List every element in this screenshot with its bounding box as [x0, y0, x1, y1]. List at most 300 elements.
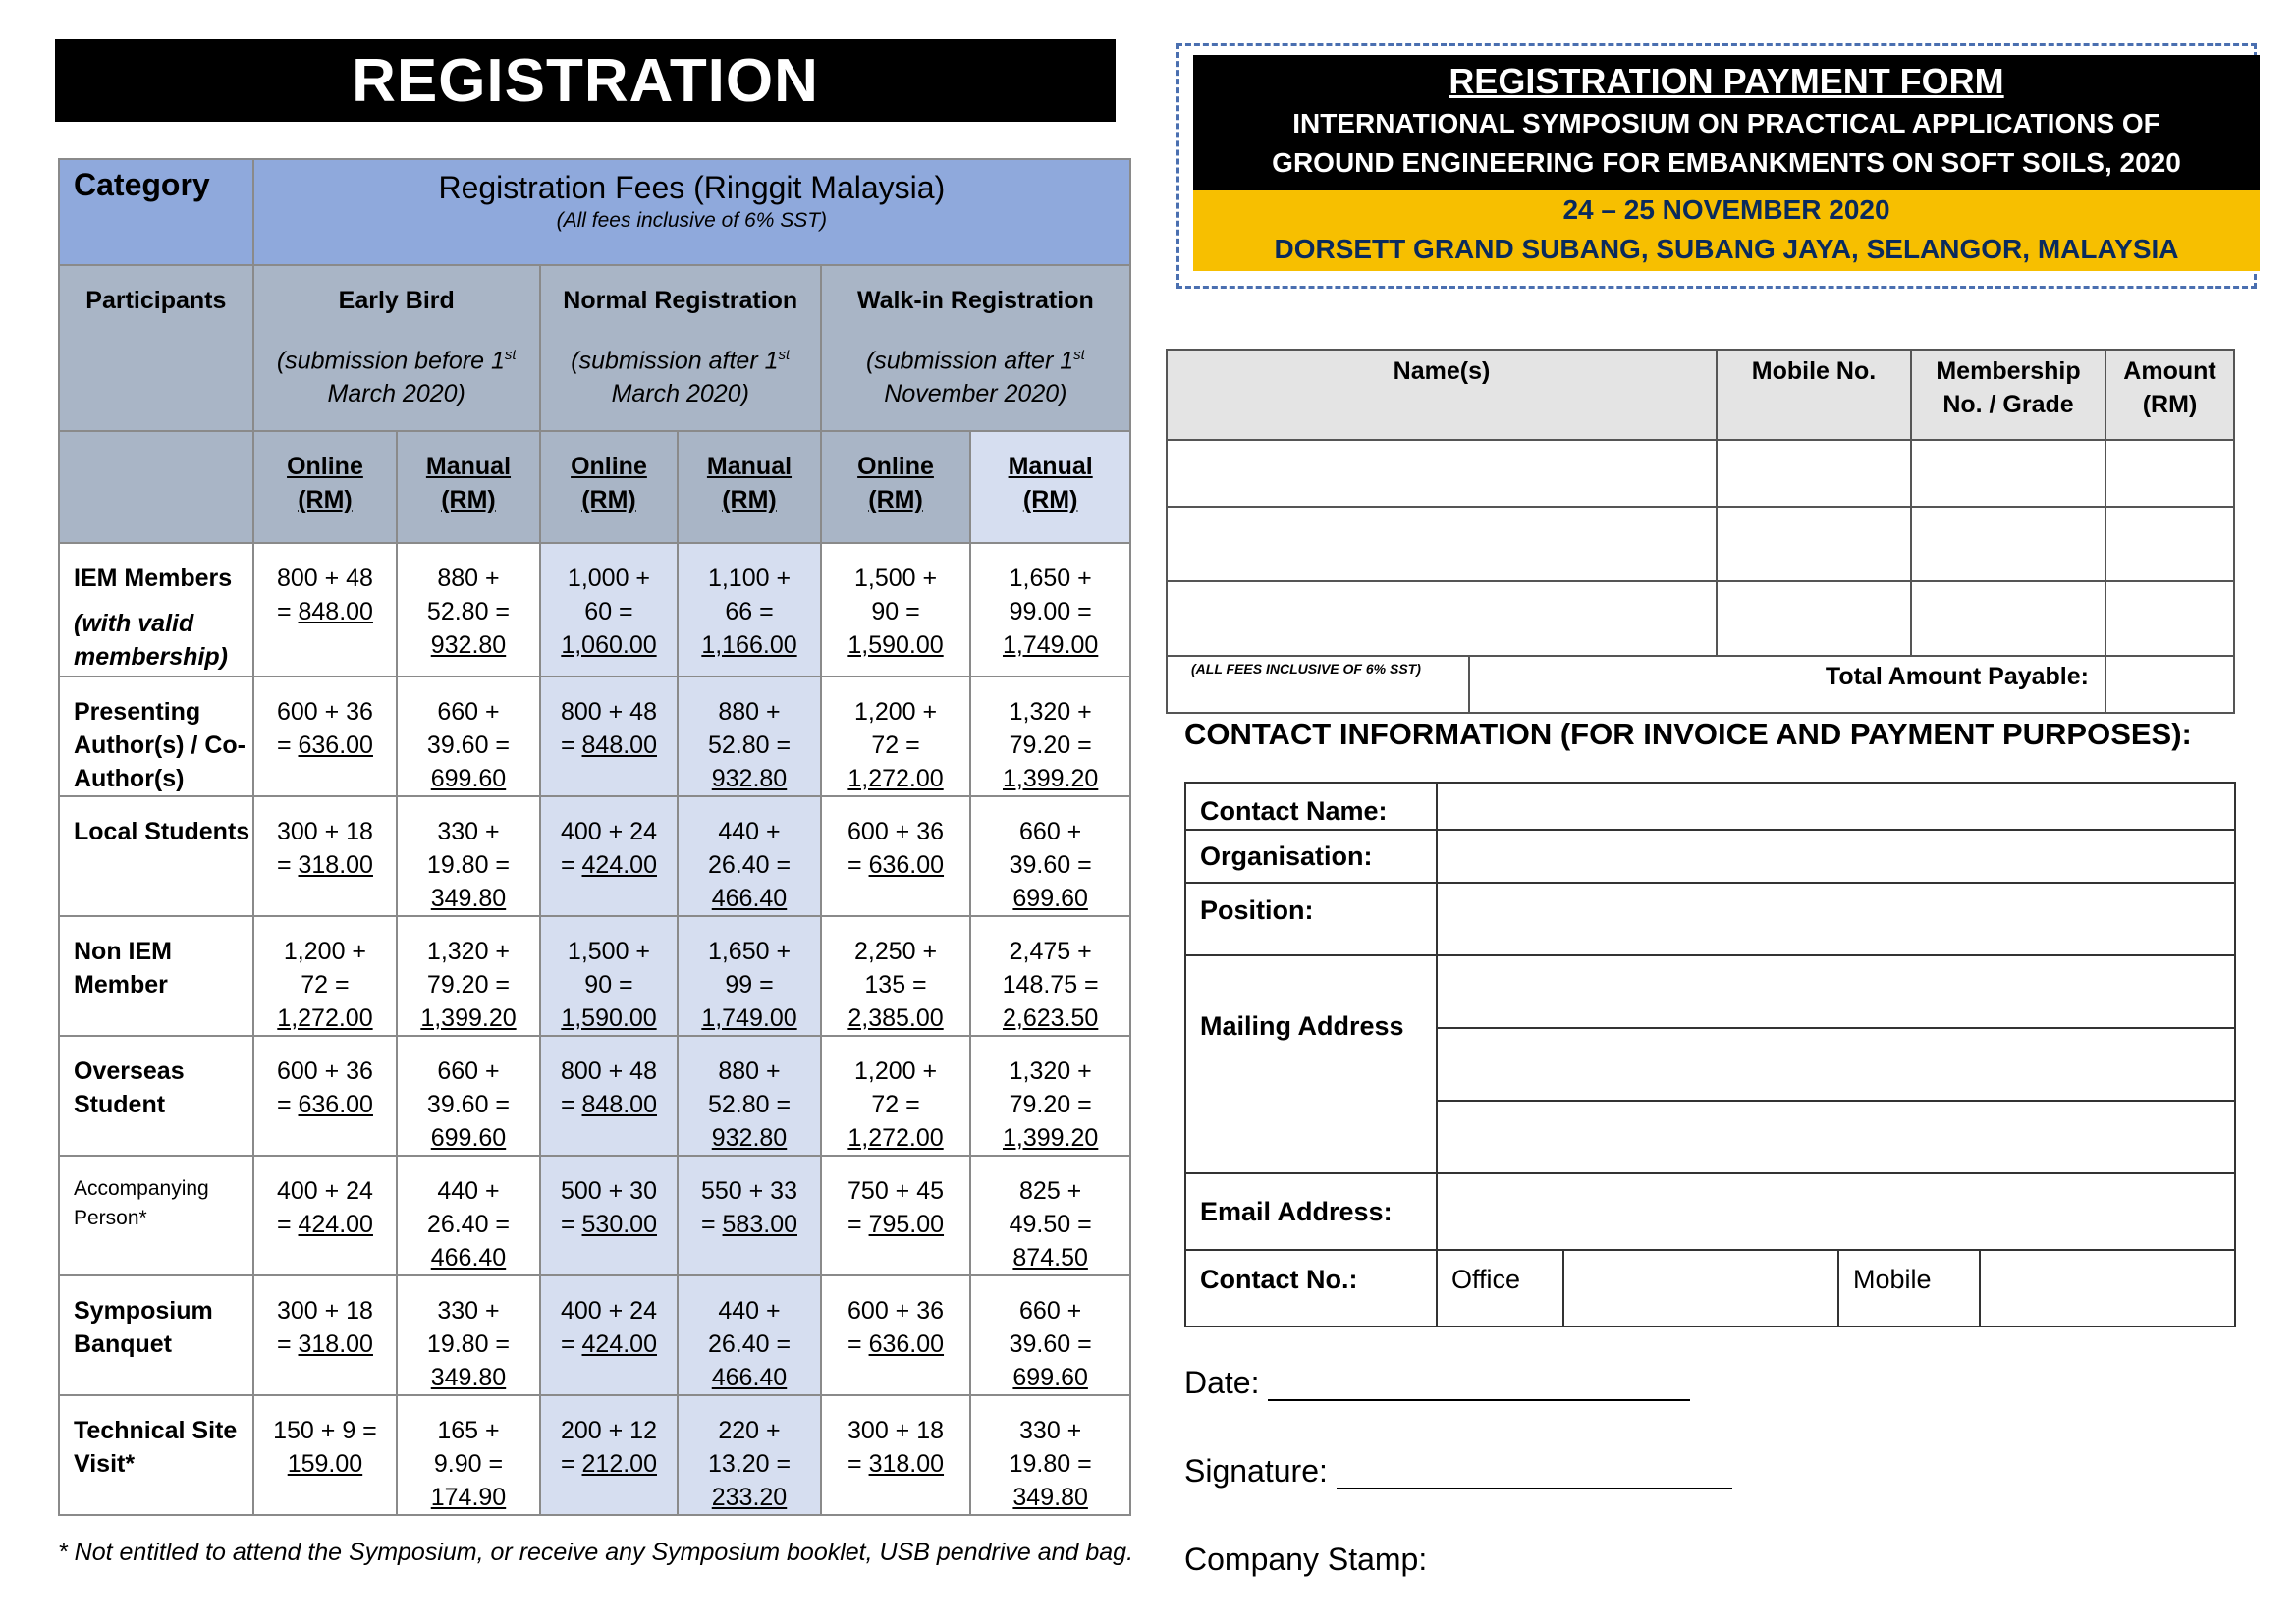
- fee-base: 1,650 +: [707, 938, 792, 965]
- manual-label: Manual: [1008, 453, 1093, 480]
- fee-sst-line: [541, 595, 678, 628]
- fee-sst-line: [398, 595, 539, 628]
- fee-sst: 90 =: [871, 598, 920, 625]
- date-field: [1184, 1365, 1690, 1401]
- fee-total: 159.00: [287, 1450, 363, 1478]
- fee-total: 848.00: [298, 598, 373, 625]
- fees-header: [253, 159, 1130, 265]
- fee-total-line: [822, 628, 970, 662]
- fee-sst: 49.50 =: [1009, 1211, 1092, 1238]
- fee-cell: [970, 796, 1130, 916]
- rm-label: (RM): [441, 486, 496, 514]
- fee-cell: [821, 543, 971, 677]
- fee-total: 530.00: [581, 1211, 657, 1238]
- participant-label: [59, 543, 253, 677]
- fee-sst-line: [254, 595, 397, 628]
- fee-cell: [253, 543, 398, 677]
- fee-cell: [540, 1156, 679, 1275]
- fee-total: 424.00: [581, 1330, 657, 1358]
- fee-base: 1,500 +: [853, 565, 938, 592]
- fee-sst-line: [398, 1088, 539, 1121]
- date-input[interactable]: [1268, 1370, 1690, 1401]
- registration-title: REGISTRATION: [55, 39, 1116, 122]
- fee-cell: [821, 677, 971, 796]
- fee-cell: [253, 1395, 398, 1515]
- fee-sst: 135 =: [864, 971, 927, 999]
- fee-base: 600 + 36: [847, 1297, 945, 1325]
- fee-base: 1,500 +: [567, 938, 651, 965]
- blank-header: [59, 431, 253, 543]
- fee-sst-line: [254, 1327, 397, 1361]
- fee-total: 1,590.00: [847, 631, 944, 659]
- fee-total: 466.40: [430, 1244, 507, 1272]
- membership-input[interactable]: [1911, 440, 2105, 507]
- rm-label: (RM): [722, 486, 777, 514]
- fee-base: 165 +: [437, 1417, 500, 1444]
- fee-sst: =: [560, 1330, 582, 1358]
- fee-total: 932.80: [711, 1124, 788, 1152]
- fees-note: (All fees inclusive of 6% SST): [556, 209, 828, 232]
- fee-total-line: [679, 1001, 820, 1035]
- date-label: Date:: [1184, 1365, 1260, 1400]
- position-label: Position:: [1185, 883, 1437, 955]
- fee-total: 932.80: [430, 631, 507, 659]
- rm-label: (RM): [581, 486, 636, 514]
- contact-name-label: Contact Name:: [1185, 783, 1437, 830]
- fee-total: 466.40: [711, 1364, 788, 1391]
- mailing-address-line-2[interactable]: [1437, 1028, 2235, 1101]
- fee-total: 636.00: [298, 731, 373, 759]
- fee-sst: 72 =: [871, 731, 920, 759]
- fee-cell: [970, 1275, 1130, 1395]
- payment-form-title: REGISTRATION PAYMENT FORM: [1449, 61, 2004, 101]
- fee-total-line: [398, 762, 539, 795]
- fee-total-line: [398, 628, 539, 662]
- sst-note: (ALL FEES INCLUSIVE OF 6% SST): [1167, 656, 1469, 713]
- fee-row: [59, 1395, 1130, 1515]
- fee-total: 1,749.00: [1002, 631, 1099, 659]
- fee-cell: [397, 1275, 540, 1395]
- fee-total: 1,749.00: [701, 1004, 797, 1032]
- fee-sst-line: [822, 848, 970, 882]
- fee-sst-line: [398, 848, 539, 882]
- fee-sst-line: [822, 1208, 970, 1241]
- fee-sst-line: [971, 968, 1129, 1001]
- fee-total: 848.00: [581, 1091, 657, 1118]
- fee-sst-line: [679, 1088, 820, 1121]
- fee-cell: [397, 1036, 540, 1156]
- fee-sst-line: [254, 1088, 397, 1121]
- fee-base: 660 +: [437, 698, 500, 726]
- fee-cell: [678, 916, 821, 1036]
- footnote: * Not entitled to attend the Symposium, or receive any Symposium booklet, USB pendrive and bag.: [58, 1539, 1134, 1566]
- fee-total: 1,399.20: [1002, 765, 1099, 792]
- fee-sst-line: [398, 1447, 539, 1481]
- fee-base: 1,320 +: [1009, 698, 1092, 726]
- fee-base: 880 +: [718, 1057, 781, 1085]
- participant-name: Presenting Author(s) / Co-Author(s): [74, 698, 246, 792]
- fee-sst-line: [398, 1327, 539, 1361]
- membership-header-2: No. / Grade: [1942, 391, 2074, 418]
- fee-sst: =: [276, 1330, 299, 1358]
- fee-sst: 19.80 =: [426, 1330, 511, 1358]
- event-date: 24 – 25 NOVEMBER 2020: [1562, 194, 1890, 225]
- manual-rm-header: [397, 431, 540, 543]
- fee-total: 233.20: [711, 1484, 788, 1511]
- event-line-1: INTERNATIONAL SYMPOSIUM ON PRACTICAL APPLICATIONS OF: [1292, 108, 2160, 138]
- fee-sst-line: [254, 968, 397, 1001]
- amount-header-1: Amount: [2123, 357, 2216, 385]
- fee-cell: [970, 1036, 1130, 1156]
- fee-base: 440 +: [718, 818, 781, 845]
- fee-base: 400 + 24: [560, 1297, 657, 1325]
- event-venue: DORSETT GRAND SUBANG, SUBANG JAYA, SELANGOR, MALAYSIA: [1274, 234, 2179, 264]
- fee-base: 330 +: [437, 1297, 500, 1325]
- name-input[interactable]: [1167, 507, 1717, 581]
- group-sup: st: [778, 347, 791, 363]
- fee-total-line: [822, 1001, 970, 1035]
- fee-base: 1,320 +: [1009, 1057, 1092, 1085]
- fee-sst-line: [971, 1447, 1129, 1481]
- fee-total-line: [679, 882, 820, 915]
- fee-sst: =: [847, 851, 869, 879]
- fee-base: 660 +: [437, 1057, 500, 1085]
- membership-input[interactable]: [1911, 507, 2105, 581]
- fee-sst-line: [254, 1208, 397, 1241]
- fee-cell: [821, 1036, 971, 1156]
- fee-total-line: [971, 628, 1129, 662]
- walk-in-header: [821, 265, 1130, 431]
- group-sub: (submission before 1: [276, 347, 505, 375]
- fee-sst: 79.20 =: [1009, 731, 1092, 759]
- fee-sst: 72 =: [871, 1091, 920, 1118]
- fee-total-line: [398, 1241, 539, 1274]
- mobile-phone-input[interactable]: [1980, 1250, 2235, 1326]
- fee-sst: 26.40 =: [707, 1330, 792, 1358]
- fee-base: 825 +: [1019, 1177, 1082, 1205]
- fee-sst: 52.80 =: [426, 598, 511, 625]
- fee-sst: 79.20 =: [1009, 1091, 1092, 1118]
- fee-total-line: [679, 628, 820, 662]
- group-sub: (submission after 1: [571, 347, 779, 375]
- fee-sst: 9.90 =: [433, 1450, 504, 1478]
- event-date-venue: [1193, 190, 2260, 271]
- fee-base: 330 +: [437, 818, 500, 845]
- participant-label: [59, 1275, 253, 1395]
- fee-total: 699.60: [430, 765, 507, 792]
- fee-sst: =: [560, 1091, 582, 1118]
- total-amount-input[interactable]: [2105, 656, 2234, 713]
- fee-sst-line: [971, 848, 1129, 882]
- fee-total: 1,272.00: [847, 1124, 944, 1152]
- fee-base: 200 + 12: [560, 1417, 657, 1444]
- names-header: Name(s): [1167, 350, 1717, 440]
- fee-cell: [397, 1156, 540, 1275]
- fee-base: 1,200 +: [853, 1057, 938, 1085]
- contact-name-input[interactable]: [1437, 783, 2235, 830]
- fee-sst-line: [398, 968, 539, 1001]
- participant-label: [59, 1036, 253, 1156]
- fee-sst-line: [398, 1208, 539, 1241]
- fee-base: 440 +: [437, 1177, 500, 1205]
- fee-base: 1,200 +: [283, 938, 367, 965]
- online-label: Online: [857, 453, 934, 480]
- fee-sst-line: [679, 848, 820, 882]
- amount-input[interactable]: [2105, 507, 2234, 581]
- fee-sst: 60 =: [584, 598, 633, 625]
- fee-row: [59, 1275, 1130, 1395]
- participant-label: [59, 1395, 253, 1515]
- online-rm-header: [253, 431, 398, 543]
- manual-rm-header: [970, 431, 1130, 543]
- fee-cell: [821, 1156, 971, 1275]
- fee-total-line: [822, 1121, 970, 1155]
- fee-cell: [821, 1395, 971, 1515]
- fee-total-line: [541, 628, 678, 662]
- fee-total: 349.80: [430, 885, 507, 912]
- mobile-label: Mobile: [1838, 1250, 1980, 1326]
- signature-label: Signature:: [1184, 1453, 1328, 1489]
- fee-sst: =: [276, 851, 299, 879]
- fee-total: 349.80: [430, 1364, 507, 1391]
- fee-total-line: [971, 1121, 1129, 1155]
- fee-sst-line: [679, 968, 820, 1001]
- fee-base: 600 + 36: [847, 818, 945, 845]
- mode-header-row: [59, 431, 1130, 543]
- fee-sst: 39.60 =: [426, 1091, 511, 1118]
- contact-no-label: Contact No.:: [1185, 1250, 1437, 1326]
- fee-base: 600 + 36: [276, 1057, 373, 1085]
- fee-total: 1,166.00: [701, 631, 797, 659]
- group-name: Walk-in Registration: [856, 287, 1094, 314]
- fee-total-line: [971, 1241, 1129, 1274]
- fee-total-line: [398, 1121, 539, 1155]
- fee-sst: =: [560, 851, 582, 879]
- mailing-address-line-1[interactable]: [1437, 955, 2235, 1028]
- fee-total: 636.00: [868, 1330, 945, 1358]
- fee-cell: [253, 1275, 398, 1395]
- participant-label: [59, 677, 253, 796]
- fee-total: 318.00: [868, 1450, 945, 1478]
- normal-registration-header: [540, 265, 821, 431]
- office-label: Office: [1437, 1250, 1563, 1326]
- online-rm-header: [821, 431, 971, 543]
- fee-total: 848.00: [581, 731, 657, 759]
- fee-sst: 148.75 =: [1002, 971, 1099, 999]
- fee-cell: [821, 916, 971, 1036]
- name-input[interactable]: [1167, 581, 1717, 656]
- fee-base: 1,100 +: [707, 565, 792, 592]
- membership-header: [1911, 350, 2105, 440]
- mobile-input[interactable]: [1717, 581, 1911, 656]
- manual-label: Manual: [425, 453, 512, 480]
- fee-cell: [970, 543, 1130, 677]
- fee-total: 583.00: [722, 1211, 797, 1238]
- fee-total-line: [971, 1001, 1129, 1035]
- name-input[interactable]: [1167, 440, 1717, 507]
- total-label: Total Amount Payable:: [1469, 656, 2105, 713]
- fee-total: 212.00: [581, 1450, 657, 1478]
- membership-header-1: Membership: [1936, 357, 2081, 385]
- fee-cell: [253, 677, 398, 796]
- office-phone-input[interactable]: [1563, 1250, 1838, 1326]
- participant-name: IEM Members: [74, 565, 233, 592]
- fee-sst: =: [276, 598, 299, 625]
- fee-sst-line: [971, 1088, 1129, 1121]
- fee-sst-line: [541, 1088, 678, 1121]
- fee-cell: [397, 677, 540, 796]
- fee-sst-line: [679, 1447, 820, 1481]
- group-sub2: March 2020): [611, 380, 749, 408]
- fee-sst: =: [276, 1211, 299, 1238]
- membership-input[interactable]: [1911, 581, 2105, 656]
- fee-base: 1,320 +: [426, 938, 511, 965]
- fee-total-line: [254, 1001, 397, 1035]
- fee-cell: [540, 1275, 679, 1395]
- mailing-address-label: Mailing Address: [1185, 955, 1437, 1173]
- fee-cell: [970, 1156, 1130, 1275]
- fee-base: 550 + 33: [700, 1177, 797, 1205]
- participant-name: Symposium Banquet: [74, 1297, 213, 1358]
- group-sub2: March 2020): [327, 380, 465, 408]
- fee-sst: 66 =: [725, 598, 774, 625]
- fee-sst-line: [541, 968, 678, 1001]
- payment-form-header: [1193, 55, 2260, 190]
- amount-header: [2105, 350, 2234, 440]
- fee-sst: 52.80 =: [707, 1091, 792, 1118]
- fee-cell: [821, 1275, 971, 1395]
- fee-base: 300 + 18: [276, 818, 373, 845]
- fee-sst: =: [847, 1450, 869, 1478]
- fee-sst-line: [679, 1208, 820, 1241]
- fee-cell: [253, 1036, 398, 1156]
- fee-total: 1,590.00: [561, 1004, 657, 1032]
- fee-cell: [253, 796, 398, 916]
- fee-sst-line: [971, 1208, 1129, 1241]
- amount-input[interactable]: [2105, 440, 2234, 507]
- fee-sst: =: [560, 1450, 582, 1478]
- fee-base: 300 + 18: [847, 1417, 945, 1444]
- fee-row: [59, 1156, 1130, 1275]
- participant-note: (with valid membership): [74, 610, 228, 671]
- fee-sst: =: [847, 1330, 869, 1358]
- participant-label: [59, 1156, 253, 1275]
- fee-sst-line: [822, 1447, 970, 1481]
- mailing-address-line-3[interactable]: [1437, 1101, 2235, 1173]
- fee-sst-line: [541, 1447, 678, 1481]
- fee-cell: [253, 1156, 398, 1275]
- fee-sst: =: [276, 1091, 299, 1118]
- position-input[interactable]: [1437, 883, 2235, 955]
- fee-sst: 26.40 =: [426, 1211, 511, 1238]
- fee-cell: [540, 796, 679, 916]
- participants-header: Participants: [59, 265, 253, 431]
- group-name: Early Bird: [338, 287, 455, 314]
- fee-total: 1,399.20: [420, 1004, 517, 1032]
- event-line-2: GROUND ENGINEERING FOR EMBANKMENTS ON SOFT SOILS, 2020: [1272, 147, 2181, 178]
- fee-sst: =: [700, 1211, 723, 1238]
- fee-sst: 39.60 =: [426, 731, 511, 759]
- participant-name: Local Students: [74, 818, 250, 845]
- fee-base: 300 + 18: [276, 1297, 373, 1325]
- fee-cell: [397, 1395, 540, 1515]
- fee-sst-line: [971, 729, 1129, 762]
- signature-field: [1184, 1453, 1732, 1489]
- fee-sst: 39.60 =: [1009, 851, 1092, 879]
- online-rm-header: [540, 431, 679, 543]
- fee-total: 1,272.00: [847, 765, 944, 792]
- fee-total: 318.00: [298, 851, 373, 879]
- participant-name: Non IEM Member: [74, 938, 172, 999]
- fee-total: 699.60: [1012, 1364, 1088, 1391]
- fee-total-line: [398, 1361, 539, 1394]
- rm-label: (RM): [1022, 486, 1078, 514]
- fee-total: 2,623.50: [1002, 1004, 1099, 1032]
- signature-input[interactable]: [1337, 1458, 1732, 1489]
- participant-name: Overseas Student: [74, 1057, 185, 1118]
- fee-sst-line: [971, 1327, 1129, 1361]
- fee-cell: [540, 677, 679, 796]
- fee-total: 1,272.00: [277, 1004, 373, 1032]
- fee-total: 466.40: [711, 885, 788, 912]
- fee-cell: [678, 1275, 821, 1395]
- fee-total: 349.80: [1012, 1484, 1088, 1511]
- manual-label: Manual: [706, 453, 793, 480]
- amount-input[interactable]: [2105, 581, 2234, 656]
- fee-cell: [253, 916, 398, 1036]
- participant-name: Technical Site Visit*: [74, 1417, 238, 1478]
- group-sub: (submission after 1: [865, 347, 1074, 375]
- fee-sst: 72 =: [301, 971, 350, 999]
- fee-sst-line: [541, 1327, 678, 1361]
- fee-total-line: [398, 882, 539, 915]
- fee-total-line: [679, 1361, 820, 1394]
- fee-sst-line: [822, 1327, 970, 1361]
- fee-sst-line: [398, 729, 539, 762]
- fee-base: 220 +: [718, 1417, 781, 1444]
- attendee-row: [1167, 507, 2234, 581]
- fee-sst: 99 =: [725, 971, 774, 999]
- fee-sst: =: [560, 1211, 582, 1238]
- fee-base: 600 + 36: [276, 698, 373, 726]
- fee-total-line: [541, 1001, 678, 1035]
- fee-sst-line: [679, 729, 820, 762]
- fee-sst-line: [254, 729, 397, 762]
- fee-total-line: [398, 1001, 539, 1035]
- fee-total-line: [971, 882, 1129, 915]
- fee-cell: [678, 1156, 821, 1275]
- fee-cell: [397, 916, 540, 1036]
- fee-total-line: [398, 1481, 539, 1514]
- mobile-input[interactable]: [1717, 440, 1911, 507]
- fee-total-line: [822, 762, 970, 795]
- fee-cell: [678, 796, 821, 916]
- fee-total: 424.00: [298, 1211, 373, 1238]
- fee-sst: 26.40 =: [707, 851, 792, 879]
- fee-total-line: [971, 1361, 1129, 1394]
- email-input[interactable]: [1437, 1173, 2235, 1250]
- fee-sst-line: [822, 729, 970, 762]
- organisation-input[interactable]: [1437, 830, 2235, 883]
- fee-total-line: [679, 1121, 820, 1155]
- fee-sst-line: [541, 848, 678, 882]
- fee-total: 1,399.20: [1002, 1124, 1099, 1152]
- manual-rm-header: [678, 431, 821, 543]
- fee-cell: [970, 916, 1130, 1036]
- mobile-input[interactable]: [1717, 507, 1911, 581]
- fee-sst: 13.20 =: [707, 1450, 792, 1478]
- rm-label: (RM): [298, 486, 353, 514]
